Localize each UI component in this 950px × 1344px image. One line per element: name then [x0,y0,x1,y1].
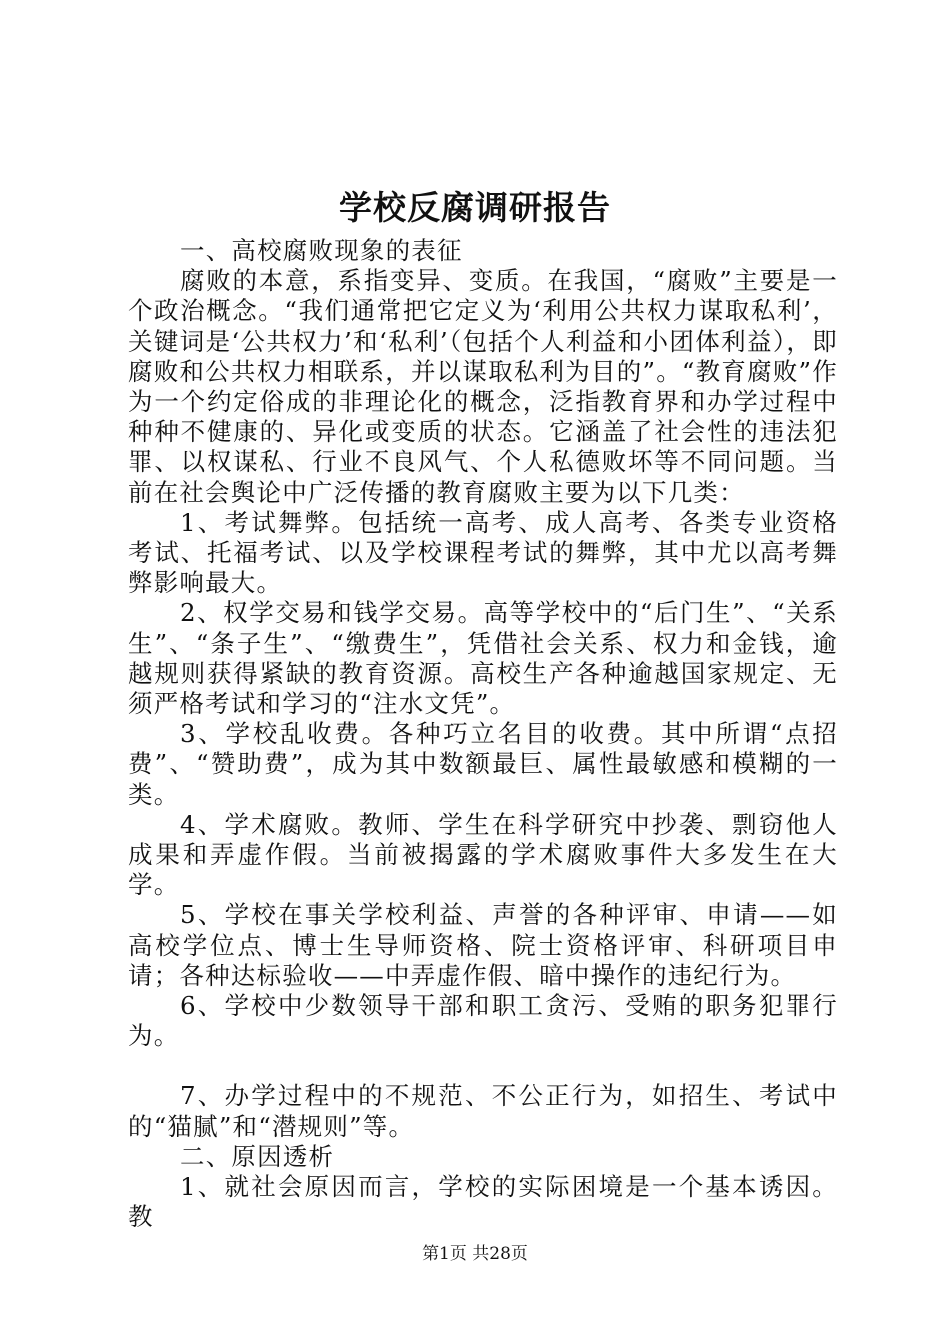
blank-line [128,1051,838,1081]
list-item-7: 7、办学过程中的不规范、不公正行为，如招生、考试中的“猫腻”和“潜规则”等。 [128,1081,838,1141]
paragraph-intro: 腐败的本意，系指变异、变质。在我国，“腐败”主要是一个政治概念。“我们通常把它定义为‘利用公共权力谋取私利’，关键词是‘公共权力’和‘私利’（包括个人利益和小团体利益），即腐败和公共权力相联系，并以谋取私利为目的”。“教育腐败”作为一个约定俗成的非理论化的概念，泛指教育界和办学过程中种种不健康的、异化或变质的状态。它涵盖了社会性的违法犯罪、以权谋私、行业不良风气、个人私德败坏等不同问题。当前在社会舆论中广泛传播的教育腐败主要为以下几类： [128,266,838,507]
paragraph-cause-1: 1、就社会原因而言，学校的实际困境是一个基本诱因。教 [128,1172,838,1232]
list-item-5: 5、学校在事关学校利益、声誉的各种评审、申请——如高校学位点、博士生导师资格、院士资格评审、科研项目申请；各种达标验收——中弄虚作假、暗中操作的违纪行为。 [128,900,838,990]
document-title: 学校反腐调研报告 [339,188,611,227]
section-heading-1: 一、高校腐败现象的表征 [180,236,463,265]
section-heading-2: 二、原因透析 [180,1141,335,1171]
list-item-6: 6、学校中少数领导干部和职工贪污、受贿的职务犯罪行为。 [128,991,838,1051]
page-footer: 第1页 共28页 [422,1244,528,1264]
list-item-1: 1、考试舞弊。包括统一高考、成人高考、各类专业资格考试、托福考试、以及学校课程考试的舞弊，其中尤以高考舞弊影响最大。 [128,507,838,598]
list-item-3: 3、学校乱收费。各种巧立名目的收费。其中所谓“点招费”、“赞助费”，成为其中数额最巨、属性最敏感和模糊的一类。 [128,719,838,809]
list-item-4: 4、学术腐败。教师、学生在科学研究中抄袭、剽窃他人成果和弄虚作假。当前被揭露的学术腐败事件大多发生在大学。 [128,809,838,900]
document-body [128,236,838,1233]
list-item-2: 2、权学交易和钱学交易。高等学校中的“后门生”、“关系生”、“条子生”、“缴费生”，凭借社会关系、权力和金钱，逾越规则获得紧缺的教育资源。高校生产各种逾越国家规定、无须严格考试和学习的“注水文凭”。 [128,598,838,719]
